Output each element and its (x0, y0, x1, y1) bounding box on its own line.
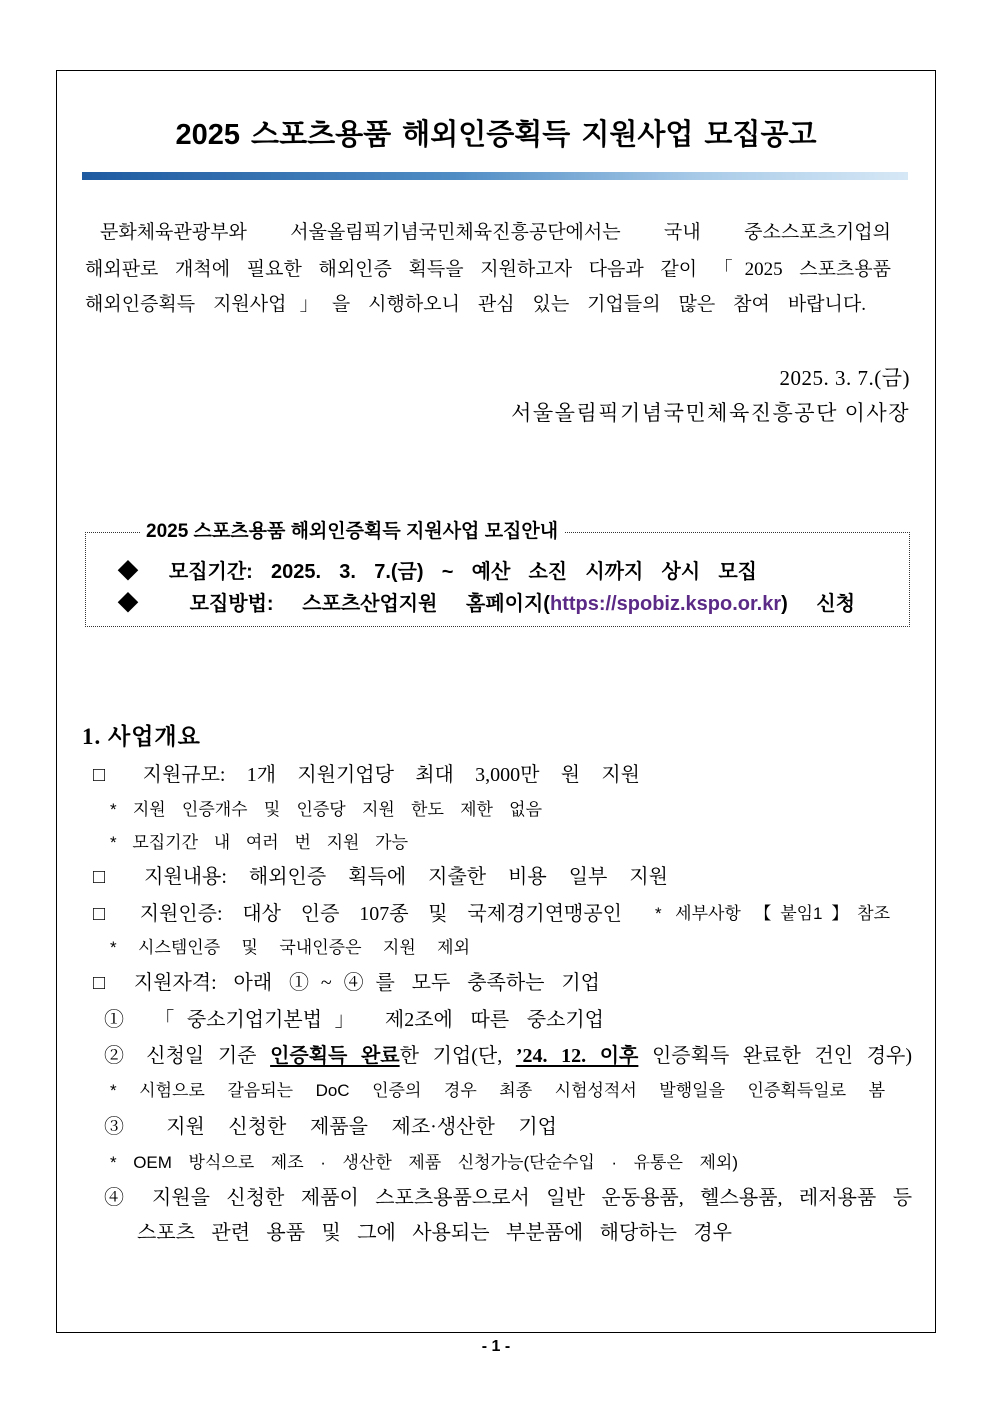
list-item-text: 지원인증: 대상 인증 107종 및 국제경기연맹공인 (139, 903, 622, 925)
list-note: * 시스템인증 및 국내인증은 지원 제외 (110, 938, 470, 957)
square-bullet-icon: □ (93, 866, 123, 888)
eligibility-criterion (104, 1184, 912, 1212)
document-title: 2025 스포츠용품 해외인증획득 지원사업 모집공고 (175, 119, 817, 151)
attachment-reference-note: * 세부사항 【붙임1】참조 (655, 904, 890, 923)
title-underline-bar (82, 172, 908, 180)
criterion-text: 인증획득 완료한 건인 경우) (638, 1045, 913, 1067)
criterion-text: 지원을 신청한 제품이 스포츠용품으로서 일반 운동용품, 헬스용품, 레저용품 등 (151, 1187, 913, 1209)
intro-line: 해외인증획득 지원사업」을 시행하오니 관심 있는 기업들의 많은 참여 바랍니다. (85, 294, 866, 315)
recruitment-method-text: 모집방법: 스포츠산업지원 홈페이지( (189, 593, 550, 615)
list-item-text: 지원규모: 1개 지원기업당 최대 3,000만 원 지원 (142, 764, 640, 786)
criterion-text: 신청일 기준 (146, 1045, 271, 1067)
list-item-support-scale (93, 761, 640, 789)
announcement-date: 2025. 3. 7.(금) (779, 366, 910, 390)
recruitment-notice-box (85, 521, 910, 627)
page-number: - 1 - (481, 1338, 511, 1355)
list-item-text: 지원내용: 해외인증 획득에 지출한 비용 일부 지원 (144, 866, 668, 888)
recruitment-period (118, 557, 757, 587)
criterion-number: ② (104, 1045, 133, 1067)
criterion-text: 지원 신청한 제품을 제조·생산한 기업 (166, 1116, 558, 1138)
criterion-text-continuation: 스포츠 관련 용품 및 그에 사용되는 부분품에 해당하는 경우 (137, 1222, 732, 1244)
diamond-bullet-icon: ◆ (118, 561, 151, 583)
issuer-name: 서울올림픽기념국민체육진흥공단 이사장 (511, 401, 910, 425)
list-note: * 지원 인증개수 및 인증당 지원 한도 제한 없음 (110, 800, 542, 819)
eligibility-criterion (104, 1113, 557, 1141)
criterion-note: * 시험으로 갈음되는 DoC 인증의 경우 최종 시험성적서 발행일을 인증획득일로 봄 (110, 1081, 885, 1100)
intro-line: 문화체육관광부와 서울올림픽기념국민체육진흥공단에서는 국내 중소스포츠기업의 (100, 222, 891, 243)
eligibility-criterion (104, 1006, 604, 1034)
criterion-note: * OEM 방식으로 제조 · 생산한 제품 신청가능(단순수입 · 유통은 제외) (110, 1153, 738, 1172)
criterion-text: 한 기업(단, (399, 1045, 516, 1067)
diamond-bullet-icon: ◆ (118, 593, 162, 615)
criterion-number: ④ (104, 1187, 136, 1209)
square-bullet-icon: □ (93, 972, 117, 994)
recruitment-period-text: 모집기간: 2025. 3. 7.(금) ~ 예산 소진 시까지 상시 모집 (168, 561, 758, 583)
criterion-text: 「중소기업기본법」 제2조에 따른 중소기업 (154, 1009, 604, 1031)
recruitment-method (118, 589, 855, 619)
eligibility-criterion (104, 1042, 912, 1070)
section-heading-overview: 1. 사업개요 (82, 724, 201, 749)
criterion-number: ③ (104, 1116, 143, 1138)
homepage-link[interactable]: https://spobiz.kspo.or.kr (549, 593, 782, 615)
criterion-emphasis: ’24. 12. 이후 (515, 1045, 639, 1067)
criterion-emphasis: 인증획득 완료 (270, 1045, 400, 1067)
list-item-text: 지원자격: 아래 ①~④를 모두 충족하는 기업 (133, 972, 600, 994)
list-item-support-content (93, 863, 668, 891)
list-item-eligibility (93, 969, 600, 997)
list-note: * 모집기간 내 여러 번 지원 가능 (110, 833, 408, 852)
square-bullet-icon: □ (93, 764, 122, 786)
criterion-number: ① (104, 1009, 137, 1031)
list-item-certification (93, 900, 622, 928)
notice-heading: 2025 스포츠용품 해외인증획득 지원사업 모집안내 (140, 520, 564, 544)
recruitment-method-suffix: ) 신청 (781, 593, 856, 615)
intro-line: 해외판로 개척에 필요한 해외인증 획득을 지원하고자 다음과 같이 「2025 스포츠용품 (85, 259, 891, 280)
square-bullet-icon: □ (93, 903, 120, 925)
